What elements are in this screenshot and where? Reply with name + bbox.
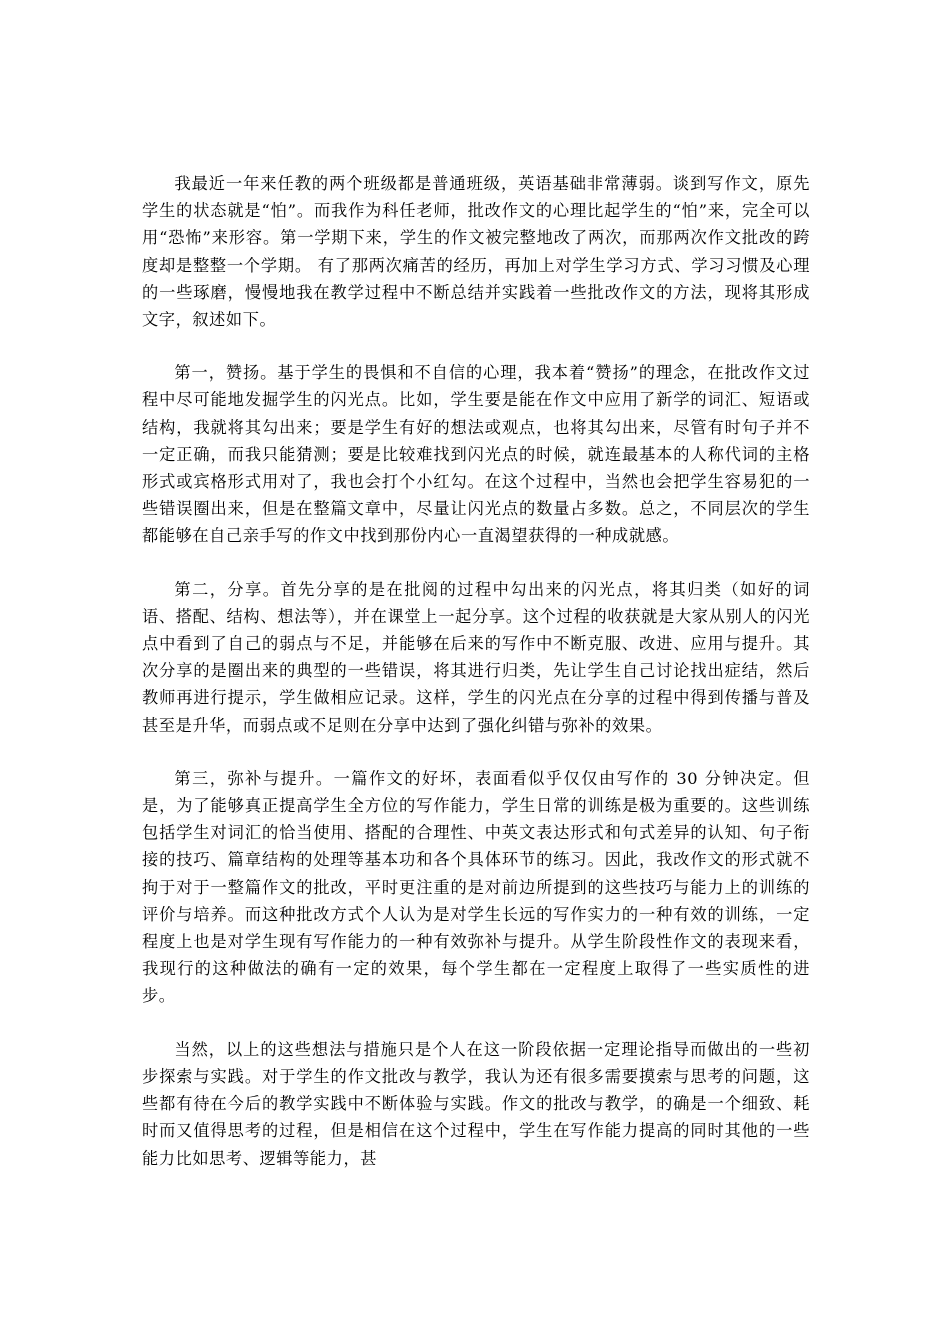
intro-paragraph: 我最近一年来任教的两个班级都是普通班级，英语基础非常薄弱。谈到写作文，原先学生的状态就是“怕”。而我作为科任老师，批改作文的心理比起学生的“怕”来，完全可以用“恐怖”来形容。第一学期下来，学生的作文被完整地改了两次，而那两次作文批改的跨度却是整整一个学期。 有了那两次痛苦的经历，再加上对学生学习方式、学习习惯及心理的一些琢磨，慢慢地我在教学过程中不断总结并实践着一些批改作文的方法，现将其形成文字，叙述如下。 bbox=[142, 174, 810, 330]
sharing-paragraph: 第二，分享。首先分享的是在批阅的过程中勾出来的闪光点，将其归类（如好的词语、搭配、结构、想法等），并在课堂上一起分享。这个过程的收获就是大家从别人的闪光点中看到了自己的弱点与不足，并能够在后来的写作中不断克服、改进、应用与提升。其次分享的是圈出来的典型的一些错误，将其进行归类，先让学生自己讨论找出症结，然后教师再进行提示，学生做相应记录。这样，学生的闪光点在分享的过程中得到传播与普及甚至是升华，而弱点或不足则在分享中达到了强化纠错与弥补的效果。 bbox=[142, 579, 810, 735]
improvement-paragraph: 第三，弥补与提升。一篇作文的好坏，表面看似乎仅仅由写作的 30 分钟决定。但是，为了能够真正提高学生全方位的写作能力，学生日常的训练是极为重要的。这些训练包括学生对词汇的恰当使用、搭配的合理性、中英文表达形式和句式差异的认知、句子衔接的技巧、篇章结构的处理等基本功和各个具体环节的练习。因此，我改作文的形式就不拘于对于一整篇作文的批改，平时更注重的是对前边所提到的这些技巧与能力上的训练的评价与培养。而这种批改方式个人认为是对学生长远的写作实力的一种有效的训练，一定程度上也是对学生现有写作能力的一种有效弥补与提升。从学生阶段性作文的表现来看，我现行的这种做法的确有一定的效果，每个学生都在一定程度上取得了一些实质性的进步。 bbox=[142, 768, 810, 1006]
document-page bbox=[142, 170, 810, 1172]
conclusion-paragraph: 当然，以上的这些想法与措施只是个人在这一阶段依据一定理论指导而做出的一些初步探索与实践。对于学生的作文批改与教学，我认为还有很多需要摸索与思考的问题，这些都有待在今后的教学实践中不断体验与实践。作文的批改与教学，的确是一个细致、耗时而又值得思考的过程，但是相信在这个过程中，学生在写作能力提高的同时其他的一些能力比如思考、逻辑等能力，甚 bbox=[142, 1039, 810, 1168]
praise-paragraph: 第一，赞扬。基于学生的畏惧和不自信的心理，我本着“赞扬”的理念，在批改作文过程中尽可能地发掘学生的闪光点。比如，学生要是能在作文中应用了新学的词汇、短语或结构，我就将其勾出来；要是学生有好的想法或观点，也将其勾出来，尽管有时句子并不一定正确，而我只能猜测；要是比较难找到闪光点的时候，就连最基本的人称代词的主格形式或宾格形式用对了，我也会打个小红勾。在这个过程中，当然也会把学生容易犯的一些错误圈出来，但是在整篇文章中，尽量让闪光点的数量占多数。总之，不同层次的学生都能够在自己亲手写的作文中找到那份内心一直渴望获得的一种成就感。 bbox=[142, 363, 810, 546]
